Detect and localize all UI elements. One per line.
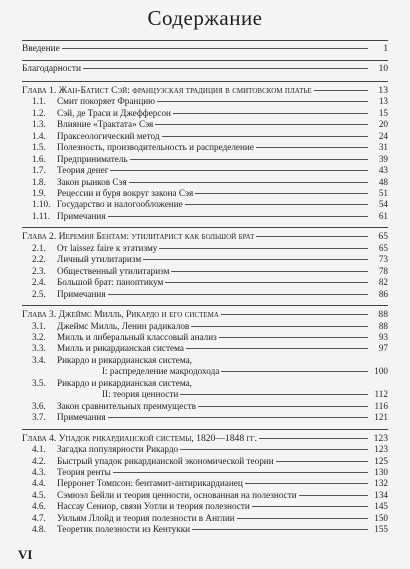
entry-page: 31 bbox=[378, 142, 388, 153]
entry-title: Смит покоряет Францию bbox=[57, 96, 156, 107]
entry-title: Теория ренты bbox=[57, 466, 111, 477]
table-of-contents bbox=[22, 40, 388, 541]
entry-page: 93 bbox=[378, 331, 388, 342]
toc-entry[interactable] bbox=[22, 177, 388, 188]
leader-line bbox=[108, 294, 368, 295]
entry-title: Перронет Томпсон: бентамит-антирикардианец bbox=[57, 478, 243, 489]
toc-entry[interactable] bbox=[22, 243, 388, 254]
toc-entry[interactable] bbox=[22, 165, 388, 176]
entry-title: Примечания bbox=[57, 210, 106, 221]
entry-page: 130 bbox=[374, 466, 388, 477]
leader-line bbox=[185, 204, 368, 205]
entry-title: Глава 2. Иеремия Бентам: утилитарист как большой брат bbox=[22, 231, 255, 243]
toc-entry[interactable] bbox=[22, 266, 388, 277]
entry-title: I: распределение макродохода bbox=[102, 366, 220, 377]
toc-entry[interactable] bbox=[22, 64, 388, 75]
leader-line bbox=[186, 348, 368, 349]
entry-page: 54 bbox=[378, 199, 388, 210]
entry-page: 155 bbox=[374, 524, 388, 535]
toc-chapter bbox=[22, 81, 388, 222]
chapter-heading[interactable] bbox=[22, 85, 388, 96]
entry-number: 2.5. bbox=[32, 288, 46, 299]
entry-page: 97 bbox=[378, 343, 388, 354]
entry-number: 2.1. bbox=[32, 242, 46, 253]
entry-number: 1.6. bbox=[32, 153, 46, 164]
toc-entry[interactable] bbox=[22, 389, 388, 400]
leader-line bbox=[237, 518, 368, 519]
entry-title: Глава 3. Джеймс Милль, Рикардо и его система bbox=[22, 309, 219, 321]
entry-number: 3.3. bbox=[32, 343, 46, 354]
leader-line bbox=[159, 248, 368, 249]
entry-number: 3.1. bbox=[32, 320, 46, 331]
leader-line bbox=[259, 438, 368, 439]
entry-page: 78 bbox=[378, 265, 388, 276]
entry-page: 10 bbox=[378, 64, 388, 75]
entry-page: 1 bbox=[383, 44, 388, 54]
entry-title: Сэй, де Траси и Джефферсон bbox=[57, 107, 171, 118]
entry-number: 1.2. bbox=[32, 107, 46, 118]
entry-page: 134 bbox=[374, 489, 388, 500]
toc-entry[interactable] bbox=[22, 513, 388, 524]
leader-line bbox=[198, 406, 368, 407]
leader-line bbox=[171, 271, 368, 272]
entry-page: 61 bbox=[378, 210, 388, 221]
entry-number: 1.1. bbox=[32, 96, 46, 107]
leader-line bbox=[162, 136, 368, 137]
leader-line bbox=[130, 159, 368, 160]
entry-page: 88 bbox=[378, 320, 388, 331]
leader-line bbox=[129, 182, 368, 183]
entry-title: Рикардо и рикардианская система, bbox=[57, 354, 192, 365]
entry-title: Глава 4. Упадок рикардианской системы, 1820—1848 гг. bbox=[22, 432, 258, 444]
entry-title: Примечания bbox=[57, 288, 106, 299]
toc-entry[interactable] bbox=[22, 254, 388, 265]
entry-number: 3.5. bbox=[32, 377, 46, 388]
leader-line bbox=[314, 90, 368, 91]
entry-title: Большой брат: паноптикум bbox=[57, 277, 164, 288]
entry-title: Полезность, производительность и распределение bbox=[57, 142, 254, 153]
leader-line bbox=[276, 461, 368, 462]
toc-entry[interactable] bbox=[22, 412, 388, 423]
toc-section bbox=[22, 60, 388, 75]
entry-page: 125 bbox=[374, 455, 388, 466]
entry-page: 48 bbox=[378, 176, 388, 187]
toc-entry[interactable] bbox=[22, 478, 388, 489]
leader-line bbox=[191, 326, 368, 327]
entry-page: 116 bbox=[374, 400, 388, 411]
leader-line bbox=[62, 48, 368, 49]
entry-page: 20 bbox=[378, 119, 388, 130]
toc-entry[interactable] bbox=[22, 154, 388, 165]
entry-number: 4.2. bbox=[32, 455, 46, 466]
toc-entry[interactable] bbox=[22, 524, 388, 535]
leader-line bbox=[113, 472, 368, 473]
leader-line bbox=[252, 506, 368, 507]
toc-chapter bbox=[22, 227, 388, 300]
entry-page: 13 bbox=[378, 84, 388, 96]
entry-page: 121 bbox=[374, 412, 388, 423]
leader-line bbox=[143, 259, 368, 260]
leader-line bbox=[83, 68, 368, 69]
entry-page: 15 bbox=[378, 107, 388, 118]
entry-number: 4.6. bbox=[32, 501, 46, 512]
toc-entry[interactable] bbox=[22, 467, 388, 478]
toc-entry[interactable] bbox=[22, 289, 388, 300]
toc-entry[interactable] bbox=[22, 490, 388, 501]
entry-page: 51 bbox=[378, 187, 388, 198]
entry-number: 3.4. bbox=[32, 354, 46, 365]
toc-entry[interactable] bbox=[22, 332, 388, 343]
toc-entry[interactable] bbox=[22, 277, 388, 288]
entry-number: 1.8. bbox=[32, 176, 46, 187]
leader-line bbox=[180, 449, 368, 450]
entry-number: 1.4. bbox=[32, 130, 46, 141]
page-folio: VI bbox=[18, 547, 33, 562]
toc-entry[interactable] bbox=[22, 131, 388, 142]
entry-number: 3.2. bbox=[32, 331, 46, 342]
entry-title: Праксеологический метод bbox=[57, 130, 160, 141]
entry-page: 145 bbox=[374, 501, 388, 512]
entry-title: Быстрый упадок рикардианской экономической теории bbox=[57, 455, 274, 466]
entry-title: Благодарности bbox=[22, 64, 81, 75]
entry-title: Рикардо и рикардианская система, bbox=[57, 377, 192, 388]
entry-page: 65 bbox=[378, 242, 388, 253]
entry-title: Введение bbox=[22, 44, 60, 54]
toc-entry[interactable] bbox=[22, 44, 388, 55]
entry-page: 65 bbox=[378, 231, 388, 243]
entry-title: Закон рынков Сэя bbox=[57, 176, 127, 187]
entry-page: 13 bbox=[378, 96, 388, 107]
entry-page: 132 bbox=[374, 478, 388, 489]
entry-page: 73 bbox=[378, 254, 388, 265]
entry-title: Милль и либеральный классовый анализ bbox=[57, 331, 217, 342]
entry-page: 43 bbox=[378, 165, 388, 176]
entry-number: 1.11. bbox=[32, 210, 51, 221]
entry-number: 4.7. bbox=[32, 512, 46, 523]
entry-number: 4.3. bbox=[32, 466, 46, 477]
entry-title: Предприниматель bbox=[57, 153, 128, 164]
entry-number: 3.6. bbox=[32, 400, 46, 411]
leader-line bbox=[299, 495, 368, 496]
toc-entry[interactable] bbox=[22, 401, 388, 412]
leader-line bbox=[108, 216, 368, 217]
toc-entry[interactable] bbox=[22, 142, 388, 153]
toc-entry[interactable] bbox=[22, 119, 388, 130]
toc-entry[interactable] bbox=[22, 456, 388, 467]
entry-number: 1.3. bbox=[32, 119, 46, 130]
toc-section bbox=[22, 40, 388, 55]
entry-title: Милль и рикардианская система bbox=[57, 343, 184, 354]
leader-line bbox=[221, 314, 368, 315]
leader-line bbox=[157, 101, 368, 102]
entry-number: 4.1. bbox=[32, 444, 46, 455]
toc-entry[interactable] bbox=[22, 355, 388, 366]
entry-title: Сэмюэл Бейли и теория ценности, основанная на полезности bbox=[57, 489, 297, 500]
entry-page: 86 bbox=[378, 288, 388, 299]
toc-entry[interactable] bbox=[22, 108, 388, 119]
toc-entry[interactable] bbox=[22, 378, 388, 389]
toc-entry[interactable] bbox=[22, 188, 388, 199]
leader-line bbox=[180, 394, 368, 395]
leader-line bbox=[173, 113, 368, 114]
toc-entry[interactable] bbox=[22, 321, 388, 332]
entry-page: 123 bbox=[374, 444, 388, 455]
entry-title: Теоретик полезности из Кентукки bbox=[57, 524, 191, 535]
leader-line bbox=[155, 124, 368, 125]
entry-page: 88 bbox=[378, 309, 388, 321]
toc-entry[interactable] bbox=[22, 444, 388, 455]
entry-number: 1.7. bbox=[32, 165, 46, 176]
entry-title: Загадка популярности Рикардо bbox=[57, 444, 179, 455]
entry-number: 1.9. bbox=[32, 187, 46, 198]
entry-number: 1.10. bbox=[32, 199, 51, 210]
entry-number: 2.4. bbox=[32, 277, 46, 288]
entry-number: 2.3. bbox=[32, 265, 46, 276]
chapter-heading[interactable] bbox=[22, 433, 388, 444]
entry-title: Примечания bbox=[57, 412, 106, 423]
toc-entry[interactable] bbox=[22, 199, 388, 210]
entry-page: 82 bbox=[378, 277, 388, 288]
entry-page: 112 bbox=[374, 389, 388, 400]
entry-number: 4.4. bbox=[32, 478, 46, 489]
entry-title: От laissez faire к этатизму bbox=[57, 242, 158, 253]
entry-title: Глава 1. Жан-Батист Сэй: французская традиция в смитовском платье bbox=[22, 84, 312, 96]
leader-line bbox=[256, 236, 368, 237]
chapter-heading[interactable] bbox=[22, 309, 388, 320]
page-title: Содержание bbox=[147, 6, 263, 30]
entry-page: 100 bbox=[374, 366, 388, 377]
entry-number: 2.2. bbox=[32, 254, 46, 265]
entry-title: Личный утилитаризм bbox=[57, 254, 142, 265]
entry-title: Государство и налогообложение bbox=[57, 199, 183, 210]
entry-title: Теория денег bbox=[57, 165, 109, 176]
entry-title: Джеймс Милль, Ленин радикалов bbox=[57, 320, 190, 331]
toc-chapter bbox=[22, 305, 388, 424]
toc-entry[interactable] bbox=[22, 366, 388, 377]
entry-page: 150 bbox=[374, 512, 388, 523]
entry-page: 123 bbox=[373, 432, 388, 444]
leader-line bbox=[256, 147, 368, 148]
entry-title: Закон сравнительных преимуществ bbox=[57, 400, 196, 411]
toc-entry[interactable] bbox=[22, 96, 388, 107]
leader-line bbox=[221, 371, 368, 372]
entry-title: Нассау Сениор, связи Уотли и теория полезности bbox=[57, 501, 250, 512]
chapter-heading[interactable] bbox=[22, 231, 388, 242]
entry-title: Общественный утилитаризм bbox=[57, 265, 170, 276]
entry-number: 4.8. bbox=[32, 524, 46, 535]
entry-title: Влияние «Трактата» Сэя bbox=[57, 119, 154, 130]
entry-number: 1.5. bbox=[32, 142, 46, 153]
leader-line bbox=[219, 337, 368, 338]
entry-page: 39 bbox=[378, 153, 388, 164]
leader-line bbox=[108, 417, 368, 418]
toc-chapter bbox=[22, 429, 388, 536]
leader-line bbox=[165, 282, 368, 283]
leader-line bbox=[110, 170, 368, 171]
leader-line bbox=[192, 529, 368, 530]
toc-entry[interactable] bbox=[22, 501, 388, 512]
toc-entry[interactable] bbox=[22, 343, 388, 354]
leader-line bbox=[245, 483, 368, 484]
entry-title: II: теория ценности bbox=[102, 389, 179, 400]
entry-page: 24 bbox=[378, 130, 388, 141]
entry-number: 4.5. bbox=[32, 489, 46, 500]
leader-line bbox=[195, 193, 368, 194]
entry-number: 3.7. bbox=[32, 412, 46, 423]
entry-title: Уильям Ллойд и теория полезности в Англии bbox=[57, 512, 235, 523]
entry-title: Рецессии и буря вокруг закона Сэя bbox=[57, 187, 194, 198]
toc-entry[interactable] bbox=[22, 211, 388, 222]
